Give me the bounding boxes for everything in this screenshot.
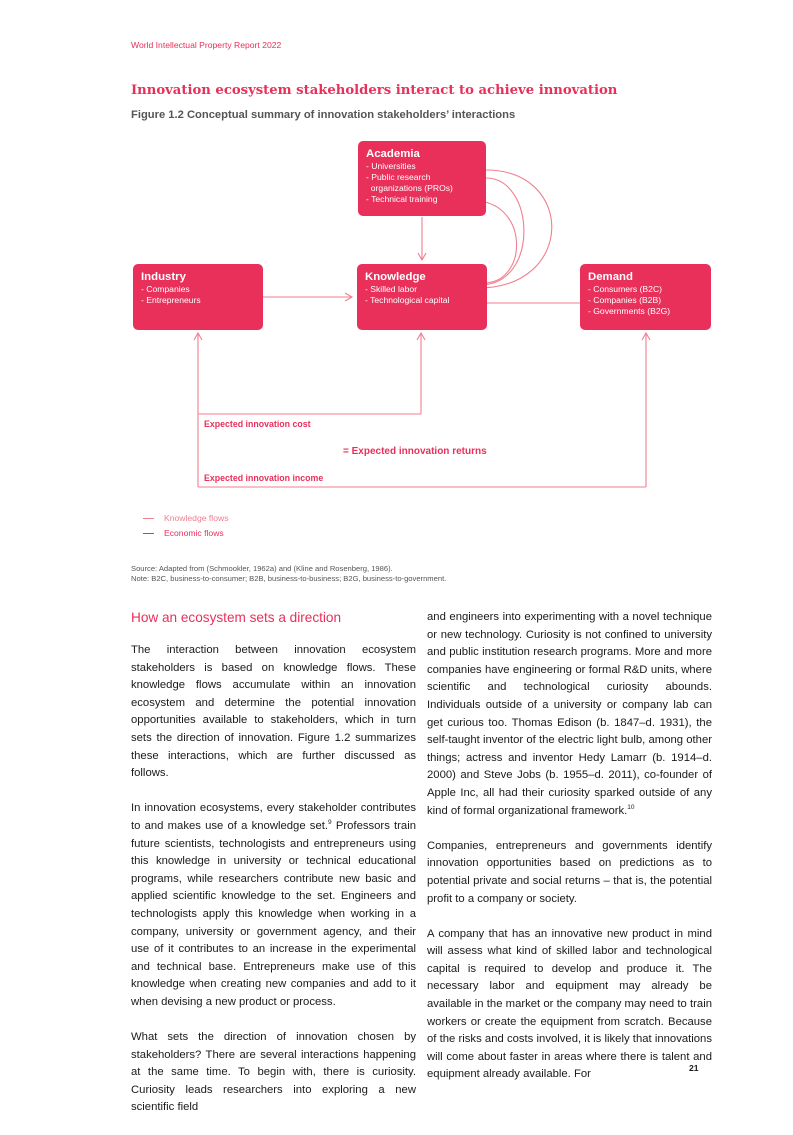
- academia-title: Academia: [366, 148, 420, 160]
- demand-box: [580, 264, 711, 330]
- knowledge-box: [357, 264, 487, 330]
- footnote-ref: 9: [328, 819, 332, 827]
- expected-income-label: Expected innovation income: [204, 473, 324, 483]
- figure-source: Source: Adapted from (Schmookler, 1962a) and (Kline and Rosenberg, 1986).: [131, 564, 393, 573]
- demand-item: - Governments (B2G): [588, 306, 671, 316]
- legend-label: Knowledge flows: [164, 513, 229, 523]
- industry-box: [133, 264, 263, 330]
- academia-item: - Universities: [366, 161, 416, 171]
- academia-item: organizations (PROs): [366, 183, 453, 193]
- paragraph: Companies, entrepreneurs and governments identify innovation opportunities based on predictions as to potential private and social returns – that is, the potential profit to a company or society.: [427, 839, 712, 905]
- industry-item: - Entrepreneurs: [141, 295, 201, 305]
- paragraph: and engineers into experimenting with a novel technique or new technology. Curiosity is not confined to university and public institution research programs. More and more companies have engineering or formal R&D units, where scientific and technological curiosity abounds. Individuals outside of a university or company lab can get curious too. Thomas Edison (b. 1847–d. 1931), the self-taught inventor of the electric light bulb, among other things; actress and inventor Hedy Lamarr (b. 1914–d. 2000) and Steve Jobs (b. 1955–d. 2011), co-founder of Apple Inc, all had their curiosity sparked outside of any kind of formal organizational framework.$^{10}$: [427, 611, 712, 817]
- paragraph: A company that has an innovative new product in mind will assess what kind of skilled labor and technological capital is required to develop and produce it. The necessary labor and equipment may already be available in the market or the company may need to train workers or create the equipment from scratch. Because of the risks and costs involved, it is likely that innovations will come about faster in areas where there is talent and equipment already available. For: [427, 927, 712, 1081]
- industry-title: Industry: [141, 271, 186, 283]
- figure-note: Note: B2C, business-to-consumer; B2B, business-to-business; B2G, business-to-government.: [131, 574, 447, 583]
- body-heading: How an ecosystem sets a direction: [131, 610, 342, 625]
- legend-label: Economic flows: [164, 528, 224, 538]
- figure-caption: Figure 1.2 Conceptual summary of innovation stakeholders’ interactions: [131, 109, 516, 121]
- industry-item: - Companies: [141, 284, 190, 294]
- loop-knowledge-to-academia: [478, 170, 552, 288]
- academia-box: [358, 141, 486, 216]
- section-title: Innovation ecosystem stakeholders interact to achieve innovation: [131, 83, 618, 98]
- knowledge-title: Knowledge: [365, 271, 426, 283]
- expected-cost-label: Expected innovation cost: [204, 419, 311, 429]
- legend-swatch: [143, 518, 154, 519]
- right-column: [427, 609, 712, 1102]
- academia-item: - Public research: [366, 172, 431, 182]
- footnote-ref: 10: [627, 803, 635, 811]
- legend-economic-flows: [143, 528, 224, 538]
- legend-knowledge-flows: [143, 513, 229, 523]
- paragraph: What sets the direction of innovation chosen by stakeholders? There are several interactions happening at the same time. To begin with, there is curiosity. Curiosity leads researchers into exploring a new scientific field: [131, 1031, 416, 1114]
- page-number: 21: [689, 1063, 699, 1073]
- knowledge-item: - Technological capital: [365, 295, 450, 305]
- demand-item: - Companies (B2B): [588, 295, 662, 305]
- running-head: World Intellectual Property Report 2022: [131, 40, 282, 50]
- demand-title: Demand: [588, 271, 633, 283]
- demand-item: - Consumers (B2C): [588, 284, 663, 294]
- paragraph: In innovation ecosystems, every stakeholder contributes to and makes use of a knowledge set.$^9$ Professors train future scientists, technologists and entrepreneurs using this knowledge in university or technical educational programs, while researchers contribute new basic and applied scientific knowledge to the set. Engineers and technologists apply this knowledge when working in a company, university or government agency, and their use of it contributes to an increase in the experimental and technical base. Entrepreneurs make use of this knowledge when creating new companies and add to it when devising a new product or process.: [131, 802, 417, 1008]
- knowledge-item: - Skilled labor: [365, 284, 418, 294]
- legend-swatch: [143, 533, 154, 534]
- paragraph: The interaction between innovation ecosystem stakeholders is based on knowledge flows. These knowledge flows accumulate within an innovation ecosystem and determine the potential innovation opportunities available to stakeholders, which in turn sets the direction of innovation. Figure 1.2 summarizes these interactions, which are further discussed as follows.: [131, 644, 416, 780]
- expected-returns-label: = Expected innovation returns: [343, 446, 487, 457]
- academia-item: - Technical training: [366, 194, 438, 204]
- left-column: [131, 609, 416, 1135]
